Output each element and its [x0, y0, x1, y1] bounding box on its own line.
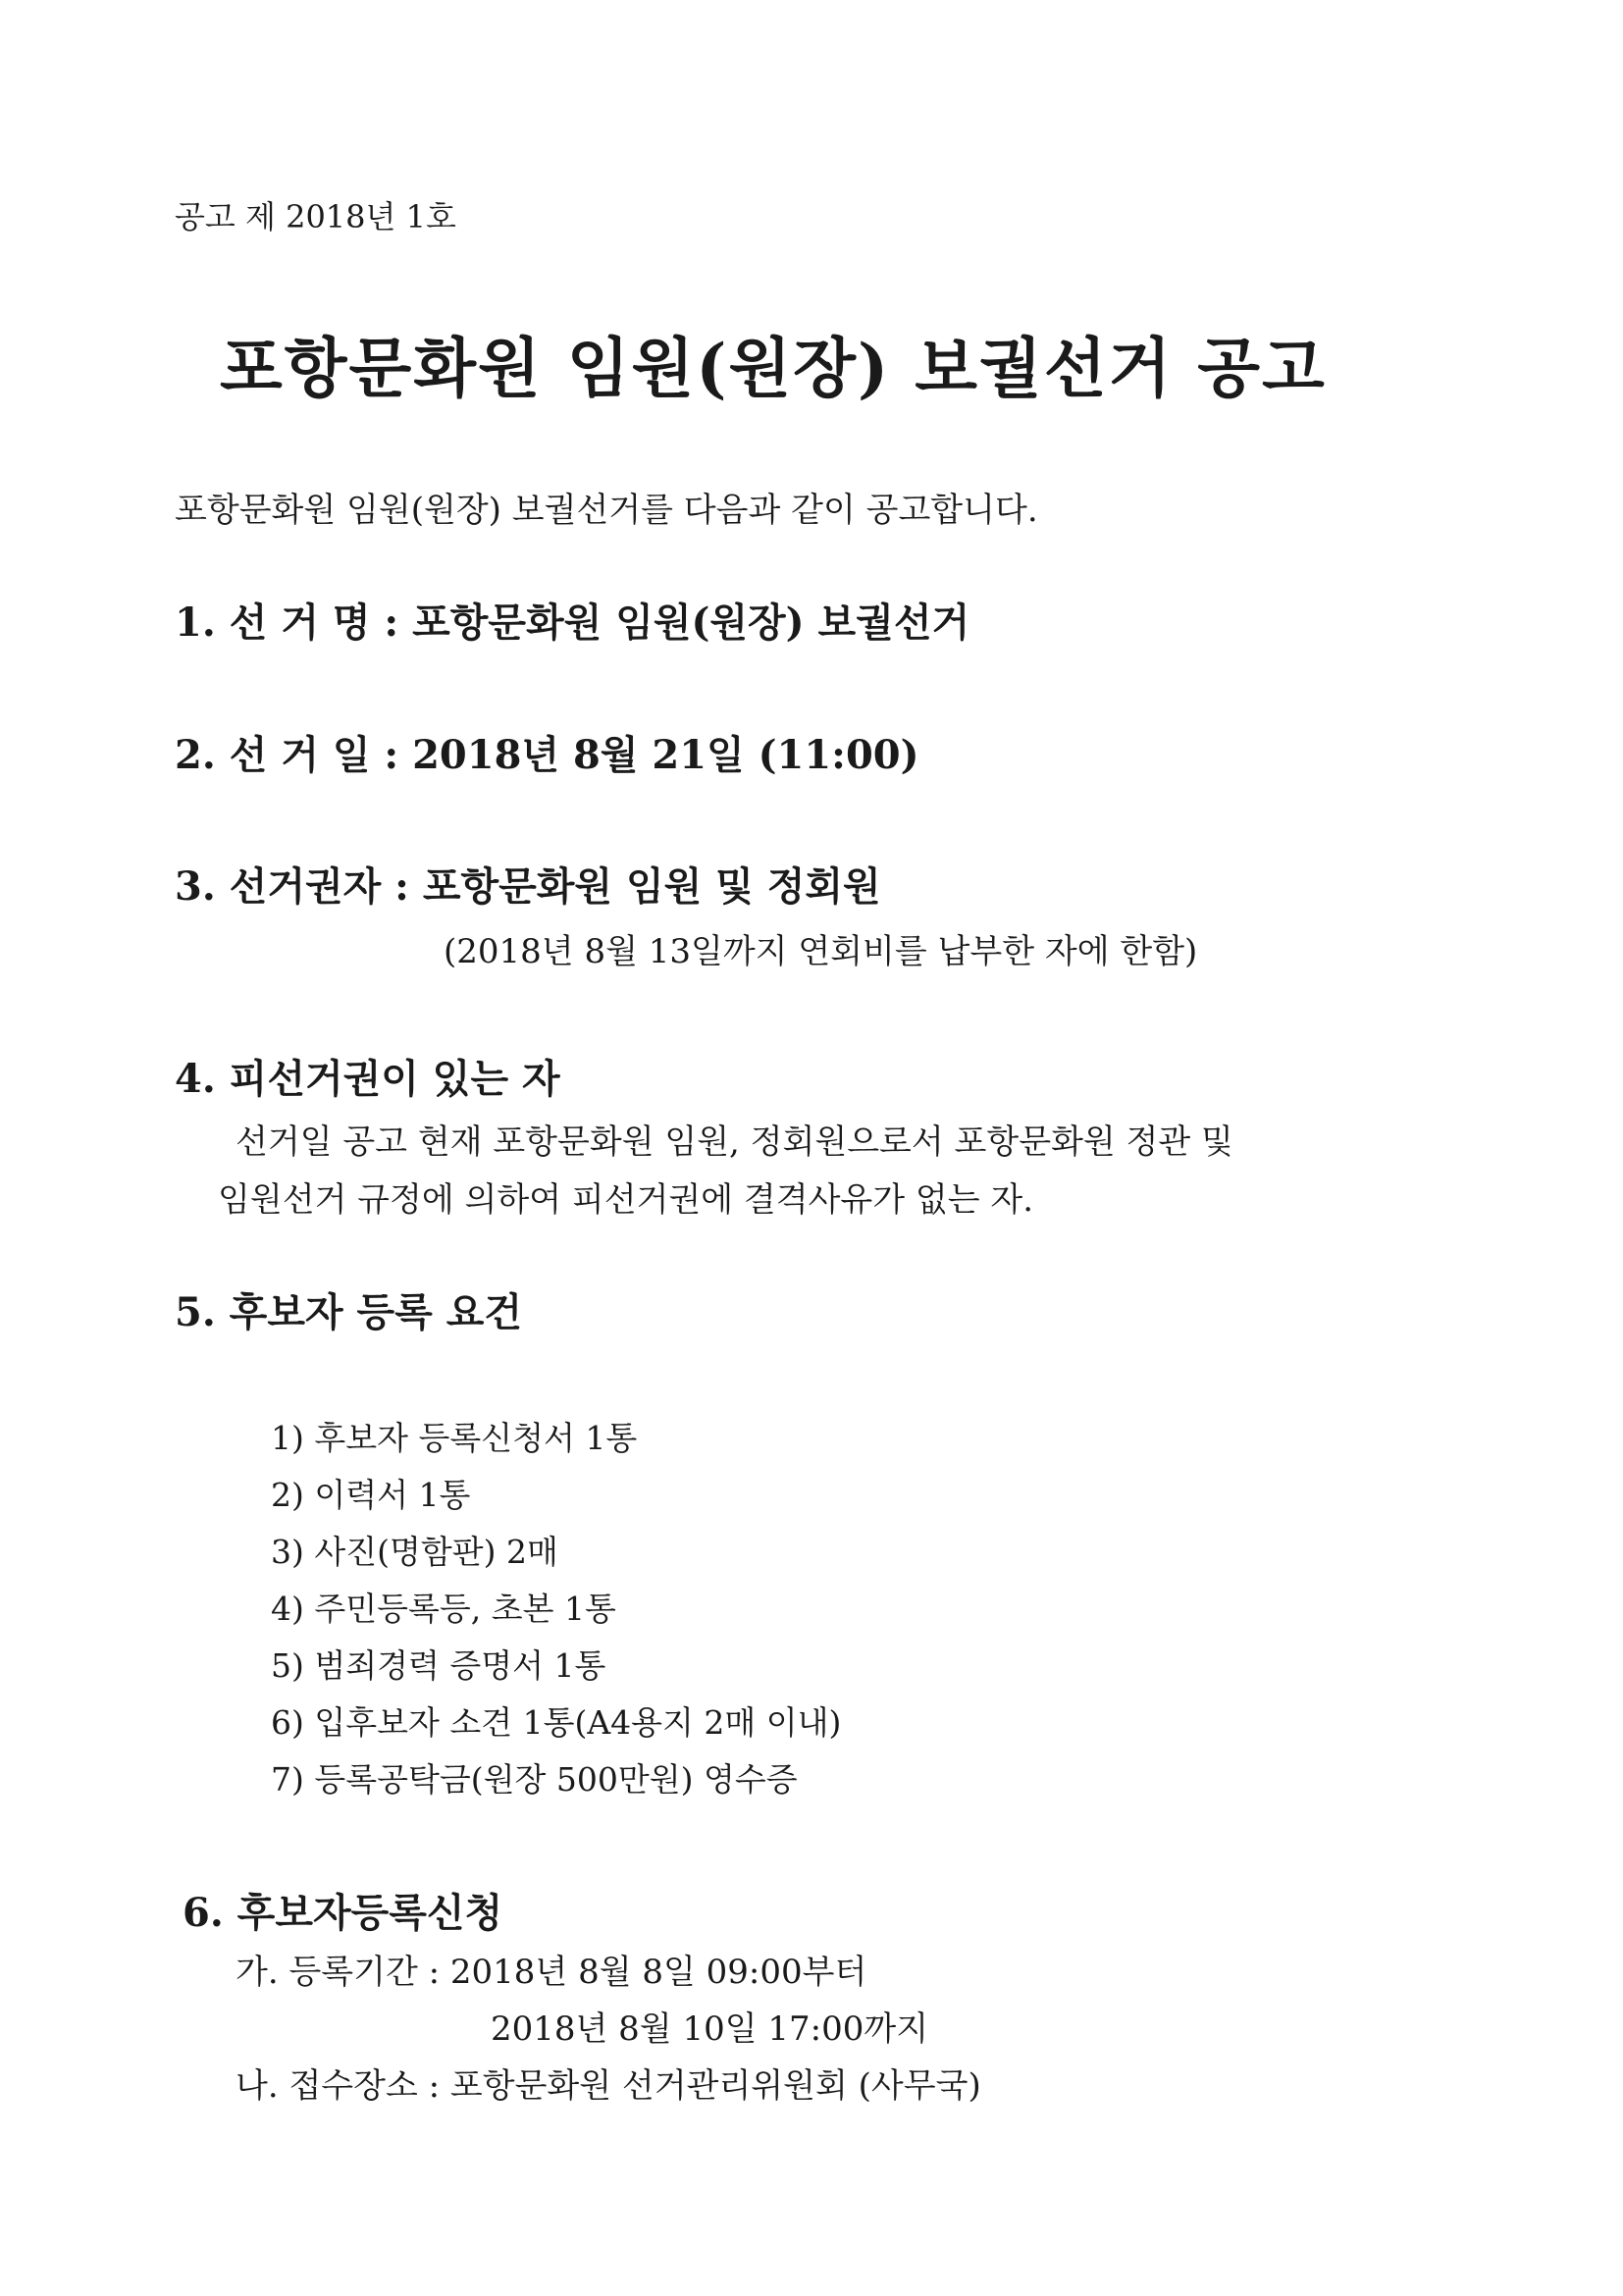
registration-period-line-1: 가. 등록기간 : 2018년 8월 8일 09:00부터: [236, 1953, 867, 1992]
section-4-line-1: 선거일 공고 현재 포항문화원 임원, 정회원으로서 포항문화원 정관 및: [236, 1122, 1233, 1162]
section-3-note: (2018년 8월 13일까지 연회비를 납부한 자에 한함): [444, 932, 1198, 971]
section-3-voters: 3. 선거권자 : 포항문화원 임원 및 정회원: [175, 863, 881, 910]
requirement-item: 6) 입후보자 소견 1통(A4용지 2매 이내): [271, 1703, 842, 1742]
section-5-heading: 5. 후보자 등록 요건: [175, 1289, 523, 1335]
section-4-heading: 4. 피선거권이 있는 자: [175, 1056, 560, 1102]
section-6-heading: 6. 후보자등록신청: [183, 1890, 503, 1936]
intro-text: 포항문화원 임원(원장) 보궐선거를 다음과 같이 공고합니다.: [175, 491, 1038, 530]
section-4-line-2: 임원선거 규정에 의하여 피선거권에 결격사유가 없는 자.: [218, 1180, 1034, 1220]
section-1-election-name: 1. 선 거 명 : 포항문화원 임원(원장) 보궐선거: [175, 600, 970, 646]
requirement-item: 5) 범죄경력 증명서 1통: [271, 1646, 606, 1685]
requirement-item: 1) 후보자 등록신청서 1통: [271, 1419, 638, 1457]
registration-place: 나. 접수장소 : 포항문화원 선거관리위원회 (사무국): [236, 2066, 981, 2106]
requirement-item: 2) 이력서 1통: [271, 1476, 471, 1514]
requirement-item: 4) 주민등록등, 초본 1통: [271, 1590, 616, 1628]
registration-period-line-2: 2018년 8월 10일 17:00까지: [491, 2009, 929, 2049]
notice-number: 공고 제 2018년 1호: [175, 198, 456, 235]
document-title: 포항문화원 임원(원장) 보궐선거 공고: [220, 330, 1327, 406]
requirement-item: 3) 사진(명함판) 2매: [271, 1533, 558, 1571]
section-2-election-date: 2. 선 거 일 : 2018년 8월 21일 (11:00): [175, 732, 919, 778]
requirement-item: 7) 등록공탁금(원장 500만원) 영수증: [271, 1760, 798, 1799]
